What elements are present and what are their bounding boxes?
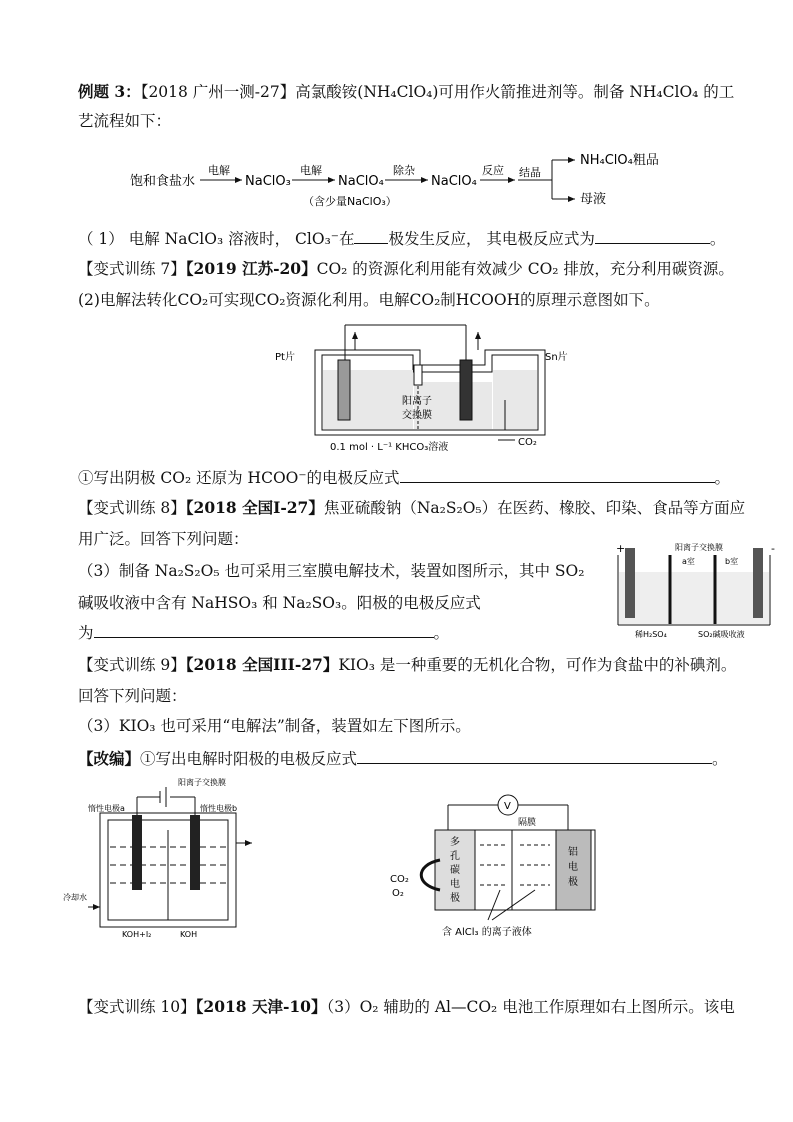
example3-line1 [78,82,734,102]
porous-char-3: 碳 [450,865,460,876]
question1-end: 。 [709,230,726,248]
porous-char-1: 多 [450,837,460,848]
variant8-line1 [78,498,745,518]
question1-text-b: 极发生反应， 其电极反应式为 [388,230,595,248]
flow-node2: NaClO₄ [338,174,384,189]
flow-output-mother-liquor: 母液 [580,192,607,207]
variant8-head: 【变式训练 8】 [78,499,186,517]
variant9-line3: （3）KIO₃ 也可采用“电解法”制备，装置如左下图所示。 [78,717,471,735]
variant7-line1 [78,259,734,279]
variant9-question [78,749,728,769]
flow-start: 饱和食盐水 [130,174,196,189]
variant7-line2: (2)电解法转化CO₂可实现CO₂资源化利用。电解CO₂制HCOOH的原理示意图如下。 [78,291,660,309]
fig7-solution: 0.1 mol · L⁻¹ KHCO₃溶液 [330,442,449,453]
fig9-electrode-b: 惰性电极b [200,804,238,813]
example-text: 高氯酸铵(NH₄ClO₄)可用作火箭推进剂等。制备 NH₄ClO₄ 的工 [295,83,735,101]
fig7-membrane-2: 交换膜 [402,410,432,421]
fig8-absorb: SO₂碱吸收液 [698,630,745,639]
three-chamber-figure [600,540,785,640]
variant8-line4: 碱吸收液中含有 NaHSO₃ 和 Na₂SO₃。阳极的电极反应式 [78,594,481,612]
fig9-membrane: 阳离子交换膜 [178,778,226,787]
variant10-head: 【变式训练 10】 [78,998,196,1016]
variant8-line2: 用广泛。回答下列问题： [78,530,249,548]
variant7-question [78,468,730,488]
example-label: 例题 3： [78,82,141,101]
fig7-co2: CO₂ [518,437,537,448]
variant8-wei: 为 [78,624,94,642]
fig7-pt-label: Pt片 [275,352,295,363]
flow-arrow1-label: 电解 [208,164,230,177]
blank-cathode-equation[interactable] [400,468,715,483]
variant7-text: CO₂ 的资源化利用能有效减少 CO₂ 排放，充分利用碳资源。 [316,260,734,278]
diaphragm-label: 隔膜 [518,818,537,828]
gaibian-label: 【改编】 [78,749,141,768]
al-char-3: 极 [568,877,578,888]
flow-node1: NaClO₃ [245,174,291,189]
al-co2-label: CO₂ [390,874,409,885]
electrode-a [132,815,142,890]
electrode-b [190,815,200,890]
sn-electrode [460,360,472,420]
process-flow-diagram [120,145,720,215]
al-o2-label: O₂ [392,888,404,899]
fig7-sn-label: Sn片 [545,352,568,363]
variant8-text: 焦亚硫酸钠（Na₂S₂O₅）在医药、橡胶、印染、食品等方面应 [323,499,746,517]
plus-sign: + [616,542,626,555]
fig9-cooling-water: 冷却水 [63,893,87,902]
blank-equation[interactable] [595,229,710,244]
variant9-question-text: ①写出电解时阳极的电极反应式 [140,750,358,768]
flow-node3: NaClO₄ [431,174,477,189]
al-char-2: 电 [568,862,578,873]
al-liquid-label: 含 AlCl₃ 的离子液体 [442,927,532,938]
flow-node2-note: （含少量NaClO₃） [303,195,397,208]
example3-line2: 艺流程如下： [78,112,172,130]
question1-line [78,229,725,249]
co2-electrolysis-figure [270,320,570,460]
fig8-membrane: 阳离子交换膜 [675,543,723,552]
porous-char-5: 极 [450,893,460,904]
example-source: 【2018 广州一测-27】 [140,83,296,101]
variant9-line1 [78,655,736,675]
fig9-left-solution: KOH+I₂ [122,930,152,939]
flow-arrow4-label: 反应 [482,164,504,177]
variant8-end: 。 [433,624,450,642]
fig9-electrode-a: 惰性电极a [88,804,125,813]
variant7-source: 【2019 江苏-20】 [185,259,317,278]
kio3-cell-figure [60,775,270,940]
fig8-room-b: b室 [725,557,739,566]
variant9-source: 【2018 全国III-27】 [185,655,339,674]
blank-kio3-anode[interactable] [357,749,712,764]
al-co2-battery-figure [380,790,610,950]
voltmeter-label: V [504,801,511,812]
variant9-text: KIO₃ 是一种重要的无机化合物，可作为食盐中的补碘剂。 [338,656,737,674]
variant10-text: （3）O₂ 辅助的 Al—CO₂ 电池工作原理如右上图所示。该电 [326,998,735,1016]
question1-text-a: （ 1） 电解 NaClO₃ 溶液时， ClO₃⁻在 [78,230,355,248]
flow-node4: 结晶 [519,166,541,179]
variant7-head: 【变式训练 7】 [78,260,186,278]
variant8-source: 【2018 全国I-27】 [185,498,324,517]
minus-sign: - [771,542,775,555]
al-char-1: 铝 [568,847,578,858]
variant8-line3: （3）制备 Na₂S₂O₅ 也可采用三室膜电解技术，装置如图所示，其中 SO₂ [78,562,585,580]
fig8-room-a: a室 [682,557,695,566]
porous-char-4: 电 [450,879,460,890]
flow-arrow3-label: 除杂 [393,164,415,177]
variant9-line2: 回答下列问题： [78,687,187,705]
variant9-end: 。 [712,750,728,768]
fig9-right-solution: KOH [180,930,198,939]
blank-anode-equation[interactable] [94,623,434,638]
blank-electrode[interactable] [354,229,388,244]
pt-electrode [338,360,350,420]
variant7-question-end: 。 [714,469,731,487]
cathode-plate [753,548,763,618]
variant10-source: 【2018 天津-10】 [195,997,327,1016]
flow-output-crude: NH₄ClO₄粗品 [580,153,659,168]
variant9-head: 【变式训练 9】 [78,656,186,674]
variant7-question-text: ①写出阴极 CO₂ 还原为 HCOO⁻的电极反应式 [78,469,400,487]
porous-char-2: 孔 [450,851,460,862]
fig8-acid: 稀H₂SO₄ [635,630,667,639]
variant10-line1 [78,997,735,1017]
variant8-line5 [78,623,449,643]
anode-plate [625,548,635,618]
fig7-membrane-1: 阳离子 [402,396,432,407]
flow-arrow2-label: 电解 [300,164,322,177]
